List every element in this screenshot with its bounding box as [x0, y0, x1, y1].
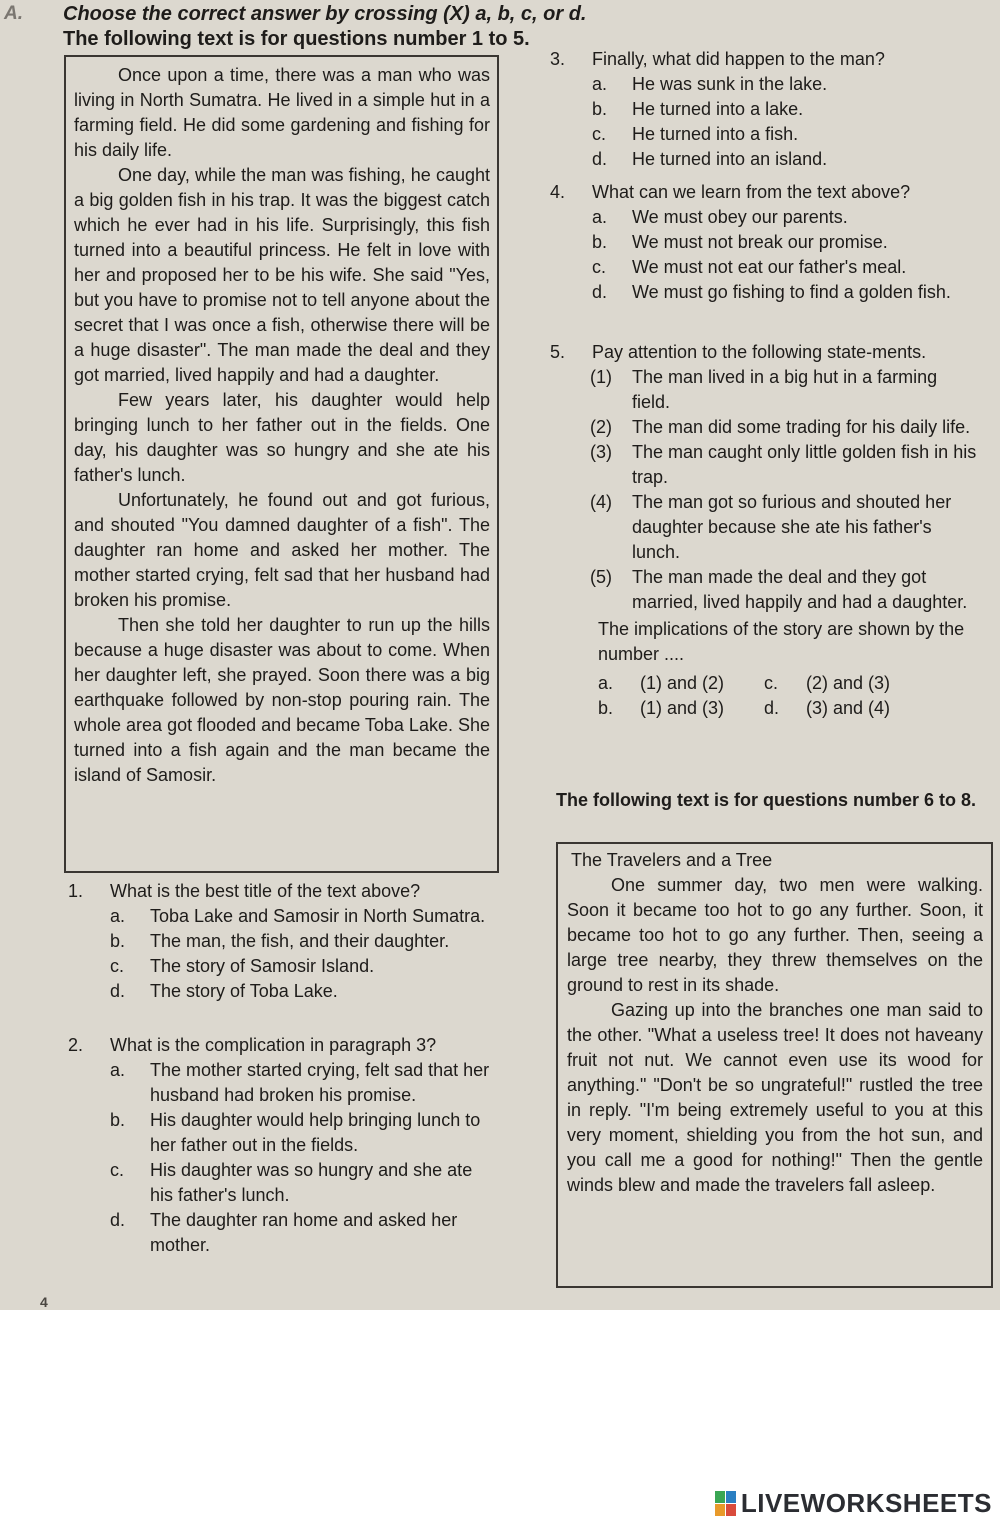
answer-option[interactable]	[110, 1158, 493, 1208]
answer-option[interactable]	[592, 147, 975, 172]
question-text: What is the complication in paragraph 3?	[110, 1035, 437, 1055]
answer-option[interactable]	[592, 280, 975, 305]
statement-number: (4)	[590, 492, 612, 512]
option-letter: b.	[110, 1110, 126, 1130]
statement-text: The man made the deal and they got married, lived happily and had a daughter.	[632, 567, 968, 612]
option-text[interactable]: (3) and (4)	[806, 698, 891, 718]
question-text: What can we learn from the text above?	[592, 182, 911, 202]
answer-option[interactable]	[110, 929, 493, 954]
logo-text: LIVEWORKSHEETS	[740, 1488, 992, 1518]
option-letter: b.	[110, 931, 126, 951]
question-4	[550, 180, 975, 305]
question-number: 4.	[550, 182, 566, 202]
question-prompt: The implications of the story are shown by the number ....	[598, 619, 965, 664]
question-1	[68, 879, 493, 1004]
statement-text: The man got so furious and shouted her daughter because she ate his father's lunch.	[632, 492, 952, 562]
answer-option[interactable]	[110, 954, 493, 979]
option-letter: a.	[110, 906, 126, 926]
statement-number: (3)	[590, 442, 612, 462]
answer-option[interactable]	[110, 1208, 493, 1258]
question-text: Pay attention to the following state-ments.	[592, 342, 927, 362]
passage-paragraph-1: Once upon a time, there was a man who was living in North Sumatra. He lived in a simple hut in a farming field. He did some gardening and fishing for his daily life.	[74, 65, 490, 160]
option-letter: d.	[110, 981, 126, 1001]
option-letter: a.	[110, 1060, 126, 1080]
option-text[interactable]: (2) and (3)	[806, 673, 891, 693]
answer-option[interactable]	[592, 97, 975, 122]
answer-options-grid	[598, 671, 978, 721]
answer-option[interactable]	[110, 904, 493, 929]
option-text: His daughter was so hungry and she ate his father's lunch.	[150, 1160, 473, 1205]
option-text: Toba Lake and Samosir in North Sumatra.	[150, 906, 486, 926]
statement-item	[590, 565, 978, 615]
option-letter: a.	[592, 207, 608, 227]
option-letter[interactable]: a.	[598, 673, 614, 693]
question-number: 2.	[68, 1035, 84, 1055]
option-text: We must not break our promise.	[632, 232, 888, 252]
question-number: 1.	[68, 881, 84, 901]
option-text[interactable]: (1) and (3)	[640, 698, 725, 718]
reading-passage-toba-lake	[64, 55, 499, 873]
option-text: The man, the fish, and their daughter.	[150, 931, 450, 951]
section-letter: A.	[4, 3, 23, 24]
option-text: The story of Toba Lake.	[150, 981, 338, 1001]
passage-paragraph-2: Gazing up into the branches one man said to the other. "What a useless tree! It does not haveany fruit not nut. We cannot even use its wood for anything." "Don't be so ungrateful!" rustled the tree in reply. "I'm being extremely useful to you at this very moment, shielding you from the hot sun, and you call me a good for nothing!" Then the gentle winds blew and made the travelers fall asleep.	[567, 1000, 983, 1195]
answer-option[interactable]	[110, 1058, 493, 1108]
text-reference-6-8: The following text is for questions number 6 to 8.	[556, 790, 977, 810]
option-text: The daughter ran home and asked her mother.	[150, 1210, 458, 1255]
answer-option[interactable]	[592, 72, 975, 97]
option-letter: b.	[592, 232, 608, 252]
statement-item	[590, 440, 978, 490]
statement-number: (2)	[590, 417, 612, 437]
statement-item	[590, 415, 978, 440]
option-text: We must go fishing to find a golden fish.	[632, 282, 951, 302]
logo-grid-icon	[715, 1491, 737, 1517]
statement-text: The man lived in a big hut in a farming field.	[632, 367, 938, 412]
option-text: He turned into a lake.	[632, 99, 804, 119]
option-letter: d.	[592, 282, 608, 302]
option-letter[interactable]: c.	[764, 673, 779, 693]
option-text: We must obey our parents.	[632, 207, 848, 227]
option-text: We must not eat our father's meal.	[632, 257, 907, 277]
statement-item	[590, 365, 978, 415]
option-letter[interactable]: b.	[598, 698, 614, 718]
statement-text: The man did some trading for his daily life.	[632, 417, 971, 437]
question-2	[68, 1033, 493, 1258]
reading-passage-travelers	[556, 842, 993, 1288]
option-letter: c.	[592, 257, 607, 277]
option-letter: d.	[592, 149, 608, 169]
answer-option[interactable]	[592, 205, 975, 230]
option-letter: c.	[110, 1160, 125, 1180]
page-number: 4	[40, 1294, 48, 1310]
question-3	[550, 47, 975, 172]
option-text: He turned into an island.	[632, 149, 828, 169]
question-text: What is the best title of the text above?	[110, 881, 421, 901]
question-number: 3.	[550, 49, 566, 69]
option-letter[interactable]: d.	[764, 698, 780, 718]
option-text: His daughter would help bringing lunch to her father out in the fields.	[150, 1110, 481, 1155]
statement-number: (5)	[590, 567, 612, 587]
passage-paragraph-5: Then she told her daughter to run up the hills because a huge disaster was about to come. When her daughter left, she prayed. Soon there was a big earthquake followed by non-stop pouring rain. The whole area got flooded and became Toba Lake. She turned into a fish again and the man became the island of Samosir.	[74, 615, 490, 785]
answer-option[interactable]	[110, 1108, 493, 1158]
question-5	[550, 340, 978, 721]
option-text: The mother started crying, felt sad that her husband had broken his promise.	[150, 1060, 490, 1105]
passage-paragraph-4: Unfortunately, he found out and got furious, and shouted "You damned daughter of a fish". The daughter ran home and asked her mother. The mother started crying, felt sad that her husband had broken his promise.	[74, 490, 490, 610]
passage-paragraph-3: Few years later, his daughter would help bringing lunch to her father out in the fields. One day, his daughter was so hungry and she ate his father's lunch.	[74, 390, 490, 485]
passage-paragraph-2: One day, while the man was fishing, he caught a big golden fish in his trap. It was the biggest catch which he ever had in his life. Surprisingly, this fish turned into a beautiful princess. He felt in love with her and proposed her to be his wife. She said "Yes, but you have to promise not to tell anyone about the secret that I was once a fish, otherwise there will be a huge disaster". The man made the deal and they got married, lived happily and had a daughter.	[74, 165, 490, 385]
statement-item	[590, 490, 978, 565]
answer-option[interactable]	[592, 230, 975, 255]
answer-option[interactable]	[110, 979, 493, 1004]
statement-text: The man caught only little golden fish in his trap.	[632, 442, 977, 487]
text-reference-1-5: The following text is for questions number 1 to 5.	[63, 28, 530, 50]
option-letter: b.	[592, 99, 608, 119]
option-text: He was sunk in the lake.	[632, 74, 828, 94]
option-letter: c.	[592, 124, 607, 144]
question-number: 5.	[550, 342, 566, 362]
question-text: Finally, what did happen to the man?	[592, 49, 885, 69]
answer-option[interactable]	[592, 122, 975, 147]
option-text: The story of Samosir Island.	[150, 956, 375, 976]
passage-paragraph-1: One summer day, two men were walking. Soon it became too hot to go any further. Soon, it became too hot to go any further. Then, seeing a large tree nearby, they threw themselves on the ground to rest in its shade.	[567, 875, 983, 995]
option-text: He turned into a fish.	[632, 124, 799, 144]
statement-number: (1)	[590, 367, 612, 387]
option-letter: a.	[592, 74, 608, 94]
passage-title: The Travelers and a Tree	[571, 850, 773, 870]
option-letter: c.	[110, 956, 125, 976]
answer-option[interactable]	[592, 255, 975, 280]
option-letter: d.	[110, 1210, 126, 1230]
liveworksheets-logo	[715, 1488, 992, 1519]
instruction-text: Choose the correct answer by crossing (X) a, b, c, or d.	[63, 3, 587, 25]
option-text[interactable]: (1) and (2)	[640, 673, 725, 693]
